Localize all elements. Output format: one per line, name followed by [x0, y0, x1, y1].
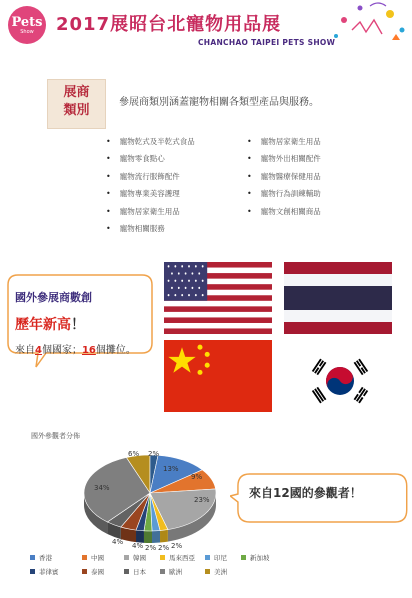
record-high-tail: ！: [71, 317, 85, 333]
slice-label: 2%: [171, 542, 183, 550]
legend-swatch: [124, 555, 129, 560]
slice-label: 6%: [128, 450, 140, 458]
booth-count: 16: [81, 345, 96, 356]
legend-item: [241, 553, 270, 562]
legend-label: 泰國: [91, 568, 104, 576]
slice-label: 2%: [158, 544, 170, 552]
list-item: • 寵物專業美容護理: [106, 185, 195, 202]
slice-label: 34%: [94, 484, 110, 492]
exhibitor-stats: [15, 341, 136, 356]
legend-swatch: [160, 569, 165, 574]
list-item: • 寵物乾式及半乾式食品: [106, 133, 195, 150]
legend-label: 美洲: [214, 568, 227, 576]
list-item: • 寵物居家衛生用品: [247, 133, 321, 150]
legend-label: 歐洲: [169, 568, 182, 576]
legend-swatch: [124, 569, 129, 574]
legend-item: [30, 553, 52, 562]
logo-text: Pets: [11, 14, 43, 30]
stats-mid: 個國家；: [41, 345, 82, 356]
china-flag: [164, 340, 272, 412]
list-item: • 寵物醫療保健用品: [247, 168, 321, 185]
legend-label: 日本: [133, 568, 146, 576]
legend-label: 印尼: [214, 554, 227, 562]
thailand-flag: [284, 262, 392, 334]
list-item: • 寵物居家衛生用品: [106, 203, 195, 220]
list-item: • 寵物相關服務: [106, 220, 195, 237]
slice-label: 2%: [148, 450, 160, 458]
legend-label: 馬來西亞: [169, 554, 195, 562]
category-list-left: [106, 133, 195, 237]
legend-swatch: [205, 569, 210, 574]
visitor-pie-chart: [70, 441, 240, 561]
pie-slice-side: [152, 531, 160, 543]
legend-label: 中國: [91, 554, 104, 562]
category-label: 展商 類別: [63, 85, 90, 118]
legend-swatch: [205, 555, 210, 560]
slice-label: 23%: [194, 496, 210, 504]
stats-prefix: 來自: [15, 345, 35, 356]
legend-item: [82, 567, 104, 576]
legend-label: 新加坡: [250, 554, 270, 562]
country-count: 4: [35, 345, 42, 356]
slice-label: 13%: [163, 465, 179, 473]
pie-slice-side: [160, 530, 168, 543]
slice-label: 4%: [132, 542, 144, 550]
list-item: • 寵物流行服飾配件: [106, 168, 195, 185]
legend-swatch: [30, 569, 35, 574]
us-flag: [164, 262, 272, 334]
slice-label: 9%: [191, 473, 203, 481]
chart-title: 國外參觀者分佈: [31, 432, 80, 440]
legend-item: [160, 567, 182, 576]
list-item: • 寵物外出相關配件: [247, 150, 321, 167]
legend-swatch: [82, 555, 87, 560]
pie-slice-side: [144, 531, 152, 543]
category-description: 參展商類別涵蓋寵物相關各類型產品與服務。: [119, 97, 319, 108]
slice-label: 2%: [145, 544, 157, 552]
legend-label: 韓國: [133, 554, 146, 562]
legend-swatch: [82, 569, 87, 574]
legend-item: [30, 567, 59, 576]
record-high-label: 歷年新高: [15, 317, 71, 333]
list-item: • 寵物零食點心: [106, 150, 195, 167]
logo-subtext: Show: [20, 28, 34, 35]
legend-label: 香港: [39, 554, 52, 562]
list-item: • 寵物行為訓練輔助: [247, 185, 321, 202]
pie-slice-side: [136, 530, 144, 543]
list-item: • 寵物文創相關商品: [247, 203, 321, 220]
legend-swatch: [30, 555, 35, 560]
legend-swatch: [160, 555, 165, 560]
legend-label: 菲律賓: [39, 568, 59, 576]
legend-item: [160, 553, 195, 562]
stats-suffix: 個攤位。: [95, 345, 136, 356]
confetti-decoration: [330, 0, 410, 46]
category-label-box: [47, 79, 106, 129]
legend-item: [124, 553, 146, 562]
page-title: 2017展昭台北寵物用品展: [56, 14, 282, 35]
legend-swatch: [241, 555, 246, 560]
visitor-callout: 來自12國的參觀者！: [249, 486, 362, 500]
category-list-right: [247, 133, 321, 220]
legend-item: [205, 553, 227, 562]
korea-flag: [298, 345, 382, 417]
exhibitor-heading: 國外參展商數創: [15, 291, 92, 304]
record-high-text: [15, 314, 85, 334]
page-subtitle: CHANCHAO TAIPEI PETS SHOW: [198, 38, 336, 47]
legend-item: [82, 553, 104, 562]
legend-item: [205, 567, 227, 576]
show-logo: [8, 6, 46, 44]
slice-label: 4%: [112, 538, 124, 546]
legend-item: [124, 567, 146, 576]
